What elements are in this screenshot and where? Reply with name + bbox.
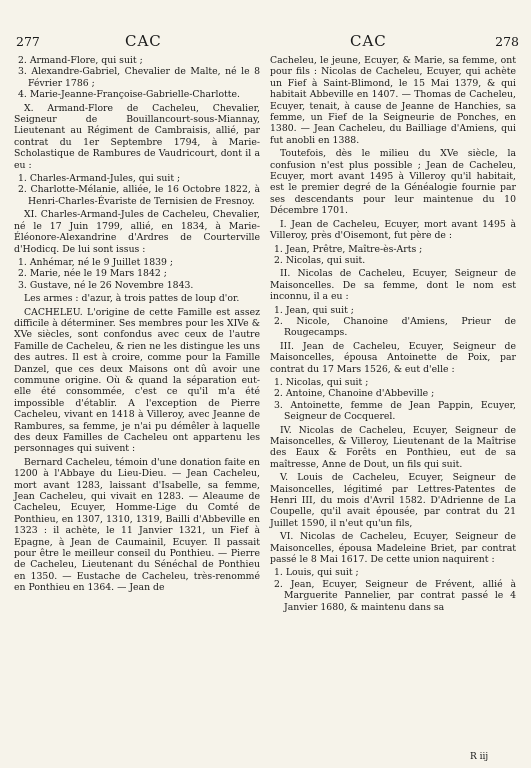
list-item: 2. Nicolas, qui suit.	[274, 254, 366, 266]
list-item: 2. Marie, née le 19 Mars 1842 ;	[18, 268, 167, 280]
list-item: 2. Charlotte-Mélanie, alliée, le 16 Octobre 1822, à Henri-Charles-Évariste de Ternisien de Fresnoy.	[18, 184, 260, 207]
running-head-right: CAC	[350, 32, 387, 50]
list-item: 3. Alexandre-Gabriel, Chevalier de Malte, né le 8 Février 1786 ;	[18, 66, 260, 89]
paragraph: II. Nicolas de Cacheleu, Ecuyer, Seigneur de Maisoncelles. De sa femme, dont le nom est inconnu, il a eu :	[270, 268, 516, 303]
list-item: 1. Louis, qui suit ;	[274, 567, 359, 579]
paragraph: Cacheleu, le jeune, Ecuyer, & Marie, sa femme, ont pour fils : Nicolas de Cacheleu, Ecuyer, qui achète un Fief à Saint-Blimond, le 15 Mai 1379, & qui habitait Abbeville en 1407. — Thomas de Cacheleu, Ecuyer, tenait, à cause de Jeanne de Hanchies, sa femme, un Fief de la Seigneurie de Ponches, en 1380. — Jean Cacheleu, du Bailliage d'Amiens, qui fut anobli en 1388.	[270, 55, 516, 146]
paragraph: X. Armand-Flore de Cacheleu, Chevalier, Seigneur de Bouillancourt-sous-Miannay, Lieutenant au Régiment de Cambraisis, allié, par contrat du 1er Septembre 1794, à Marie-Scholastique de Rambures de Vaudricourt, dont il a eu :	[14, 102, 260, 171]
list-item: 3. Antoinette, femme de Jean Pappin, Ecuyer, Seigneur de Cocquerel.	[274, 399, 516, 423]
page-number-left: 277	[16, 34, 40, 49]
paragraph: Toutefois, dès le milieu du XVe siècle, la confusion n'est plus possible ; Jean de Cacheleu, Ecuyer, mort avant 1495 à Villeroy qu'il habitait, est le premier degré de la Généalogie fournie par ses descendants pour leur maintenue du 10 Décembre 1701.	[270, 148, 516, 217]
running-head-left: CAC	[125, 32, 162, 50]
list-item: 1. Jean, qui suit ;	[274, 304, 354, 316]
list-item: 1. Jean, Prêtre, Maître-ès-Arts ;	[274, 243, 423, 255]
list-item: 3. Gustave, né le 26 Novembre 1843.	[18, 279, 194, 291]
list-item: 1. Charles-Armand-Jules, qui suit ;	[18, 173, 181, 185]
signature-mark: R iij	[470, 752, 489, 762]
list-item: 1. Anhémar, né le 9 Juillet 1839 ;	[18, 256, 174, 268]
paragraph: I. Jean de Cacheleu, Ecuyer, mort avant 1495 à Villeroy, près d'Oisemont, fut père de :	[270, 218, 516, 242]
page-header	[0, 34, 531, 54]
list-item: 2. Antoine, Chanoine d'Abbeville ;	[274, 388, 435, 400]
paragraph: III. Jean de Cacheleu, Ecuyer, Seigneur de Maisoncelles, épousa Antoinette de Poix, par contrat du 17 Mars 1526, & eut d'elle :	[270, 340, 516, 375]
arms-line: Les armes : d'azur, à trois pattes de loup d'or.	[24, 293, 240, 305]
paragraph: VI. Nicolas de Cacheleu, Ecuyer, Seigneur de Maisoncelles, épousa Madeleine Briet, par contrat passé le 8 Mai 1617. De cette union naquirent :	[270, 531, 516, 566]
paragraph: V. Louis de Cacheleu, Ecuyer, Seigneur de Maisoncelles, légitimé par Lettres-Patentes de Henri III, du mois d'Avril 1582. D'Adrienne de La Coupelle, qu'il avait épousée, par contrat du 21 Juillet 1590, il n'eut qu'un fils,	[270, 472, 516, 529]
paragraph: IV. Nicolas de Cacheleu, Ecuyer, Seigneur de Maisoncelles, & Villeroy, Lieutenant de la Maîtrise des Eaux & Forêts en Ponthieu, eut de sa maîtresse, Anne de Dout, un fils qui suit.	[270, 424, 516, 470]
paragraph: Bernard Cacheleu, témoin d'une donation faite en 1200 à l'Abbaye du Lieu-Dieu. — Jean Cacheleu, mort avant 1283, laissant d'Isabelle, sa femme, Jean Cacheleu, qui vivait en 1283. — Aleaume de Cacheleu, Ecuyer, Homme-Lige du Comté de Ponthieu, en 1307, 1310, 1319, Bailli d'Abbeville en 1323 : il achète, le 11 Janvier 1321, un Fief à Epagne, à Jean de Caumainil, Ecuyer. Il passait pour être le meilleur conseil du Ponthieu. — Pierre de Cacheleu, Lieutenant du Sénéchal de Ponthieu en 1350. — Eustache de Cacheleu, très-renommé en Ponthieu en 1364. — Jean de	[14, 456, 260, 594]
list-item: 2. Nicole, Chanoine d'Amiens, Prieur de Rougecamps.	[274, 315, 516, 339]
left-column	[14, 55, 260, 594]
list-item: 1. Nicolas, qui suit ;	[274, 376, 369, 388]
list-item: 2. Jean, Ecuyer, Seigneur de Frévent, allié à Marguerite Pannelier, par contrat passé le 4 Janvier 1680, & maintenu dans sa	[274, 578, 516, 613]
right-column	[270, 55, 516, 613]
page-number-right: 278	[495, 34, 519, 49]
paragraph: CACHELEU. L'origine de cette Famille est assez difficile à déterminer. Ses membres pour les XIVe & XVe siècles, sont confondus avec ceux de l'autre Famille de Cacheleu, & rien ne les distingue les uns des autres. Il est à croire, comme pour la Famille Danzel, que ces deux Maisons ont dû avoir une commune origine. Où & quand la séparation eut-elle été consommée, c'est ce qu'il m'a été impossible d'établir. A l'exception de Pierre Cacheleu, vivant en 1418 à Villeroy, avec Jeanne de Rambures, sa femme, je n'ai pu démêler à laquelle des deux Familles de Cacheleu ont appartenu les personnages qui suivent :	[14, 306, 260, 455]
list-item: 4. Marie-Jeanne-Françoise-Gabrielle-Charlotte.	[18, 89, 240, 101]
paragraph: XI. Charles-Armand-Jules de Cacheleu, Chevalier, né le 17 Juin 1799, allié, en 1834, à Marie-Éléonore-Alexandrine d'Ardres de Courterville d'Hodicq. De lui sont issus :	[14, 209, 260, 255]
list-item: 2. Armand-Flore, qui suit ;	[18, 55, 143, 66]
